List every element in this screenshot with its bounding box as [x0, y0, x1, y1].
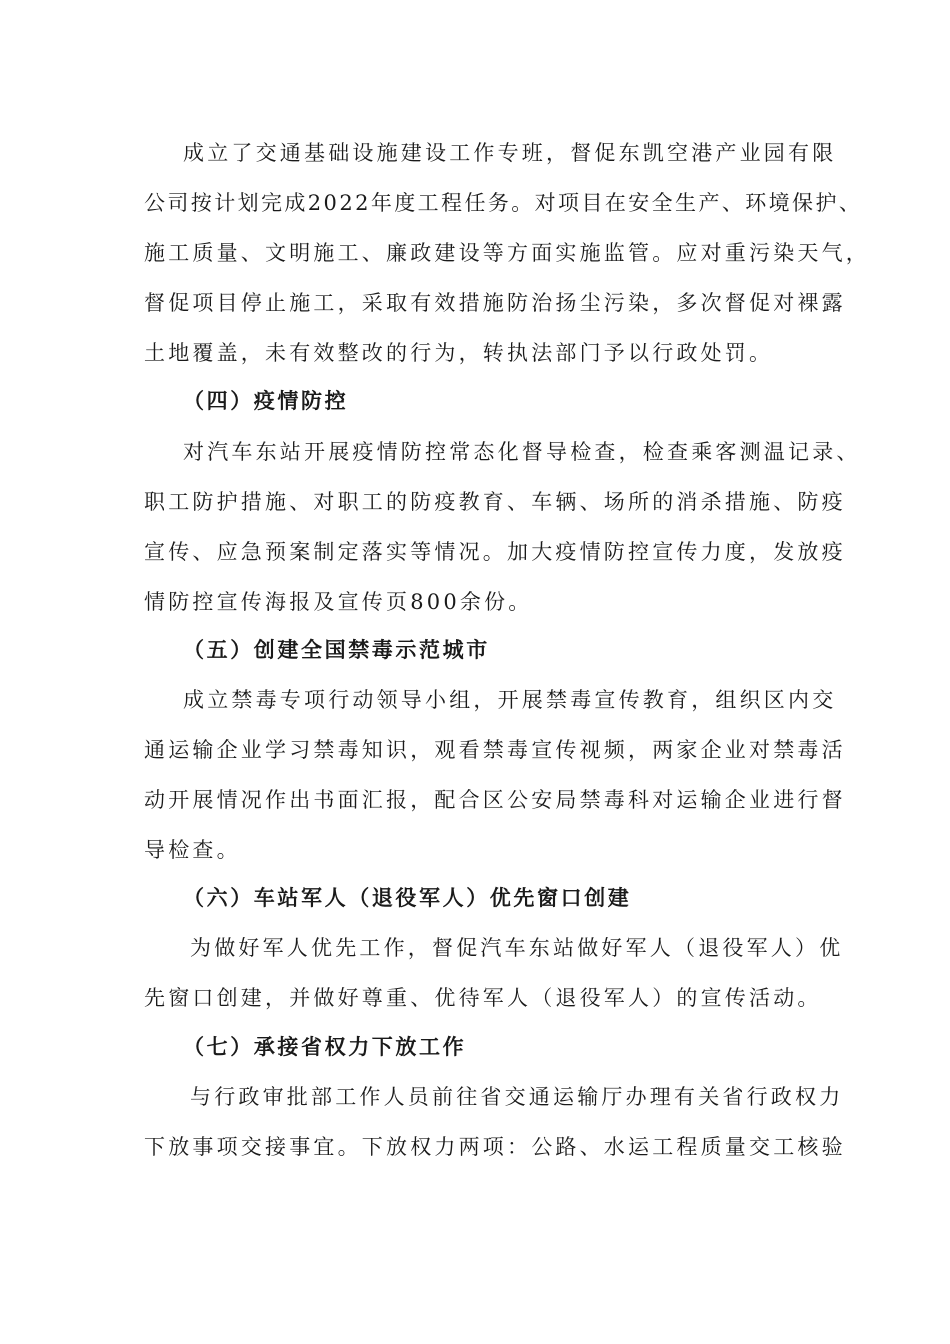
paragraph-line: 导检查。: [144, 838, 241, 862]
paragraph-line: 与行政审批部工作人员前往省交通运输厅办理有关省行政权力: [190, 1085, 844, 1109]
paragraph-line: 情防控宣传海报及宣传页800余份。: [144, 590, 533, 614]
paragraph-line: 对汽车东站开展疫情防控常态化督导检查，检查乘客测温记录、: [183, 440, 861, 464]
paragraph-line: 下放事项交接事宜。下放权力两项：公路、水运工程质量交工核验: [144, 1135, 846, 1159]
paragraph-line: 公司按计划完成2022年度工程任务。对项目在安全生产、环境保护、: [144, 191, 863, 215]
paragraph-line: 先窗口创建，并做好尊重、优待军人（退役军人）的宣传活动。: [144, 986, 822, 1010]
paragraph-line: 土地覆盖，未有效整改的行为，转执法部门予以行政处罚。: [144, 341, 774, 365]
paragraph-line: 成立禁毒专项行动领导小组，开展禁毒宣传教育，组织区内交: [183, 688, 837, 712]
paragraph-line: 为做好军人优先工作，督促汽车东站做好军人（退役军人）优: [190, 936, 844, 960]
paragraph-line: 督促项目停止施工，采取有效措施防治扬尘污染，多次督促对裸露: [144, 291, 846, 315]
section-heading: （五）创建全国禁毒示范城市: [183, 638, 490, 662]
paragraph-line: 宣传、应急预案制定落实等情况。加大疫情防控宣传力度，发放疫: [144, 540, 846, 564]
section-heading: （七）承接省权力下放工作: [183, 1035, 467, 1059]
paragraph-line: 动开展情况作出书面汇报，配合区公安局禁毒科对运输企业进行督: [144, 788, 846, 812]
paragraph-line: 施工质量、文明施工、廉政建设等方面实施监管。应对重污染天气，: [144, 241, 870, 265]
paragraph-line: 成立了交通基础设施建设工作专班，督促东凯空港产业园有限: [183, 141, 837, 165]
paragraph-line: 职工防护措施、对职工的防疫教育、车辆、场所的消杀措施、防疫: [144, 490, 846, 514]
section-heading: （四）疫情防控: [183, 389, 349, 413]
paragraph-line: 通运输企业学习禁毒知识，观看禁毒宣传视频，两家企业对禁毒活: [144, 738, 846, 762]
section-heading: （六）车站军人（退役军人）优先窗口创建: [183, 886, 632, 910]
